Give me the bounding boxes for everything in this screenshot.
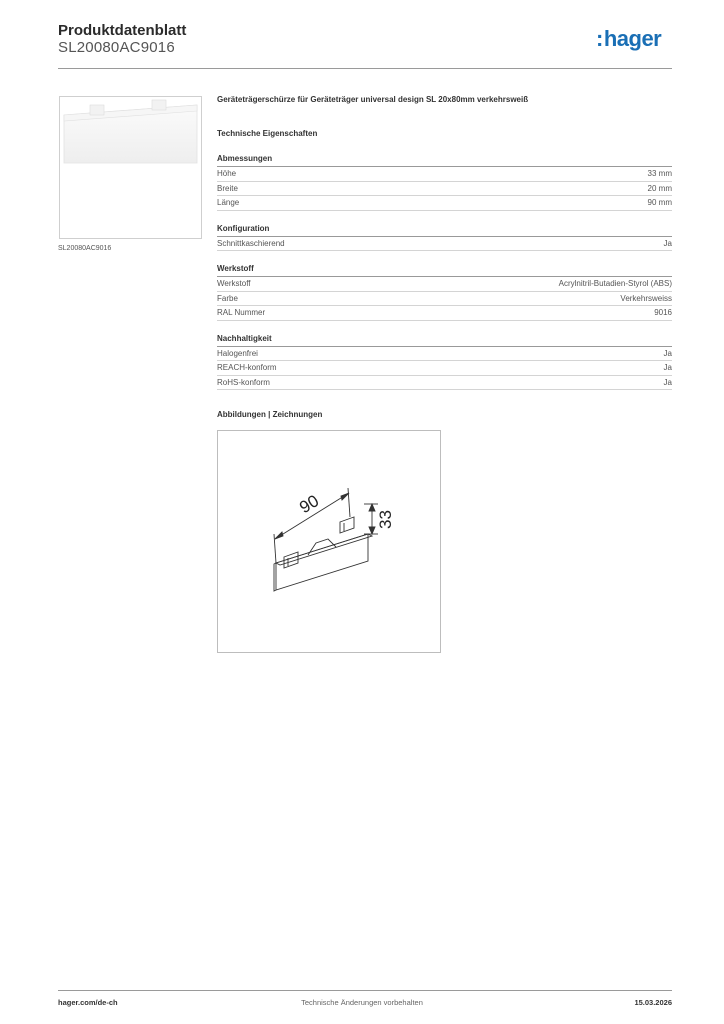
section-title: Abmessungen bbox=[217, 153, 672, 167]
footer-website-link[interactable]: hager.com/de-ch bbox=[58, 998, 118, 1007]
table-row bbox=[217, 347, 672, 362]
product-image-caption: SL20080AC9016 bbox=[58, 245, 112, 252]
row-value: Ja bbox=[663, 363, 672, 372]
dimension-length-label: 90 bbox=[296, 491, 323, 518]
technical-drawing bbox=[217, 430, 441, 653]
figures-title: Abbildungen | Zeichnungen bbox=[217, 410, 323, 419]
table-row bbox=[217, 182, 672, 197]
section-sustainability bbox=[217, 333, 672, 391]
table-row bbox=[217, 277, 672, 292]
row-label: Schnittkaschierend bbox=[217, 238, 285, 248]
row-value: 9016 bbox=[654, 308, 672, 317]
logo-colon-icon: : bbox=[596, 26, 603, 51]
row-value: Acrylnitril-Butadien-Styrol (ABS) bbox=[558, 279, 672, 288]
row-label: Höhe bbox=[217, 169, 237, 178]
product-details bbox=[217, 95, 672, 390]
row-value: 20 mm bbox=[647, 183, 672, 193]
table-row bbox=[217, 167, 672, 182]
row-label: Werkstoff bbox=[217, 279, 251, 288]
dimension-drawing-icon bbox=[218, 431, 440, 652]
table-row bbox=[217, 361, 672, 376]
product-image bbox=[59, 96, 202, 239]
article-number: SL20080AC9016 bbox=[58, 39, 175, 56]
section-configuration bbox=[217, 223, 672, 252]
row-label: Länge bbox=[217, 198, 240, 207]
row-label: RAL Nummer bbox=[217, 308, 266, 317]
footer-divider bbox=[58, 990, 672, 991]
footer-date: 15.03.2026 bbox=[634, 998, 672, 1007]
dimension-height-label: 33 bbox=[376, 510, 395, 529]
page-title: Produktdatenblatt bbox=[58, 22, 187, 39]
section-material bbox=[217, 263, 672, 321]
row-value: Ja bbox=[663, 377, 672, 387]
row-label: REACH-konform bbox=[217, 363, 277, 372]
technical-properties-title: Technische Eigenschaften bbox=[217, 129, 318, 138]
footer-notice: Technische Änderungen vorbehalten bbox=[301, 998, 423, 1007]
row-label: Farbe bbox=[217, 293, 238, 303]
row-label: RoHS-konform bbox=[217, 377, 270, 387]
table-row bbox=[217, 292, 672, 307]
section-dimensions bbox=[217, 153, 672, 211]
row-value: 90 mm bbox=[647, 198, 672, 207]
table-row bbox=[217, 196, 672, 211]
section-title: Werkstoff bbox=[217, 263, 672, 277]
row-value: Ja bbox=[663, 348, 672, 358]
section-title: Konfiguration bbox=[217, 223, 672, 237]
row-label: Halogenfrei bbox=[217, 348, 258, 358]
product-description: Geräteträgerschürze für Geräteträger universal design SL 20x80mm verkehrsweiß bbox=[217, 95, 529, 104]
section-title: Nachhaltigkeit bbox=[217, 333, 672, 347]
header-divider bbox=[58, 68, 672, 69]
table-row bbox=[217, 306, 672, 321]
table-row bbox=[217, 237, 672, 252]
product-photo-icon bbox=[60, 97, 201, 238]
table-row bbox=[217, 376, 672, 391]
row-value: 33 mm bbox=[647, 169, 672, 178]
row-value: Ja bbox=[663, 238, 672, 248]
row-value: Verkehrsweiss bbox=[620, 293, 672, 303]
row-label: Breite bbox=[217, 183, 238, 193]
logo-text: hager bbox=[603, 26, 662, 51]
hager-logo[interactable] bbox=[596, 26, 661, 52]
